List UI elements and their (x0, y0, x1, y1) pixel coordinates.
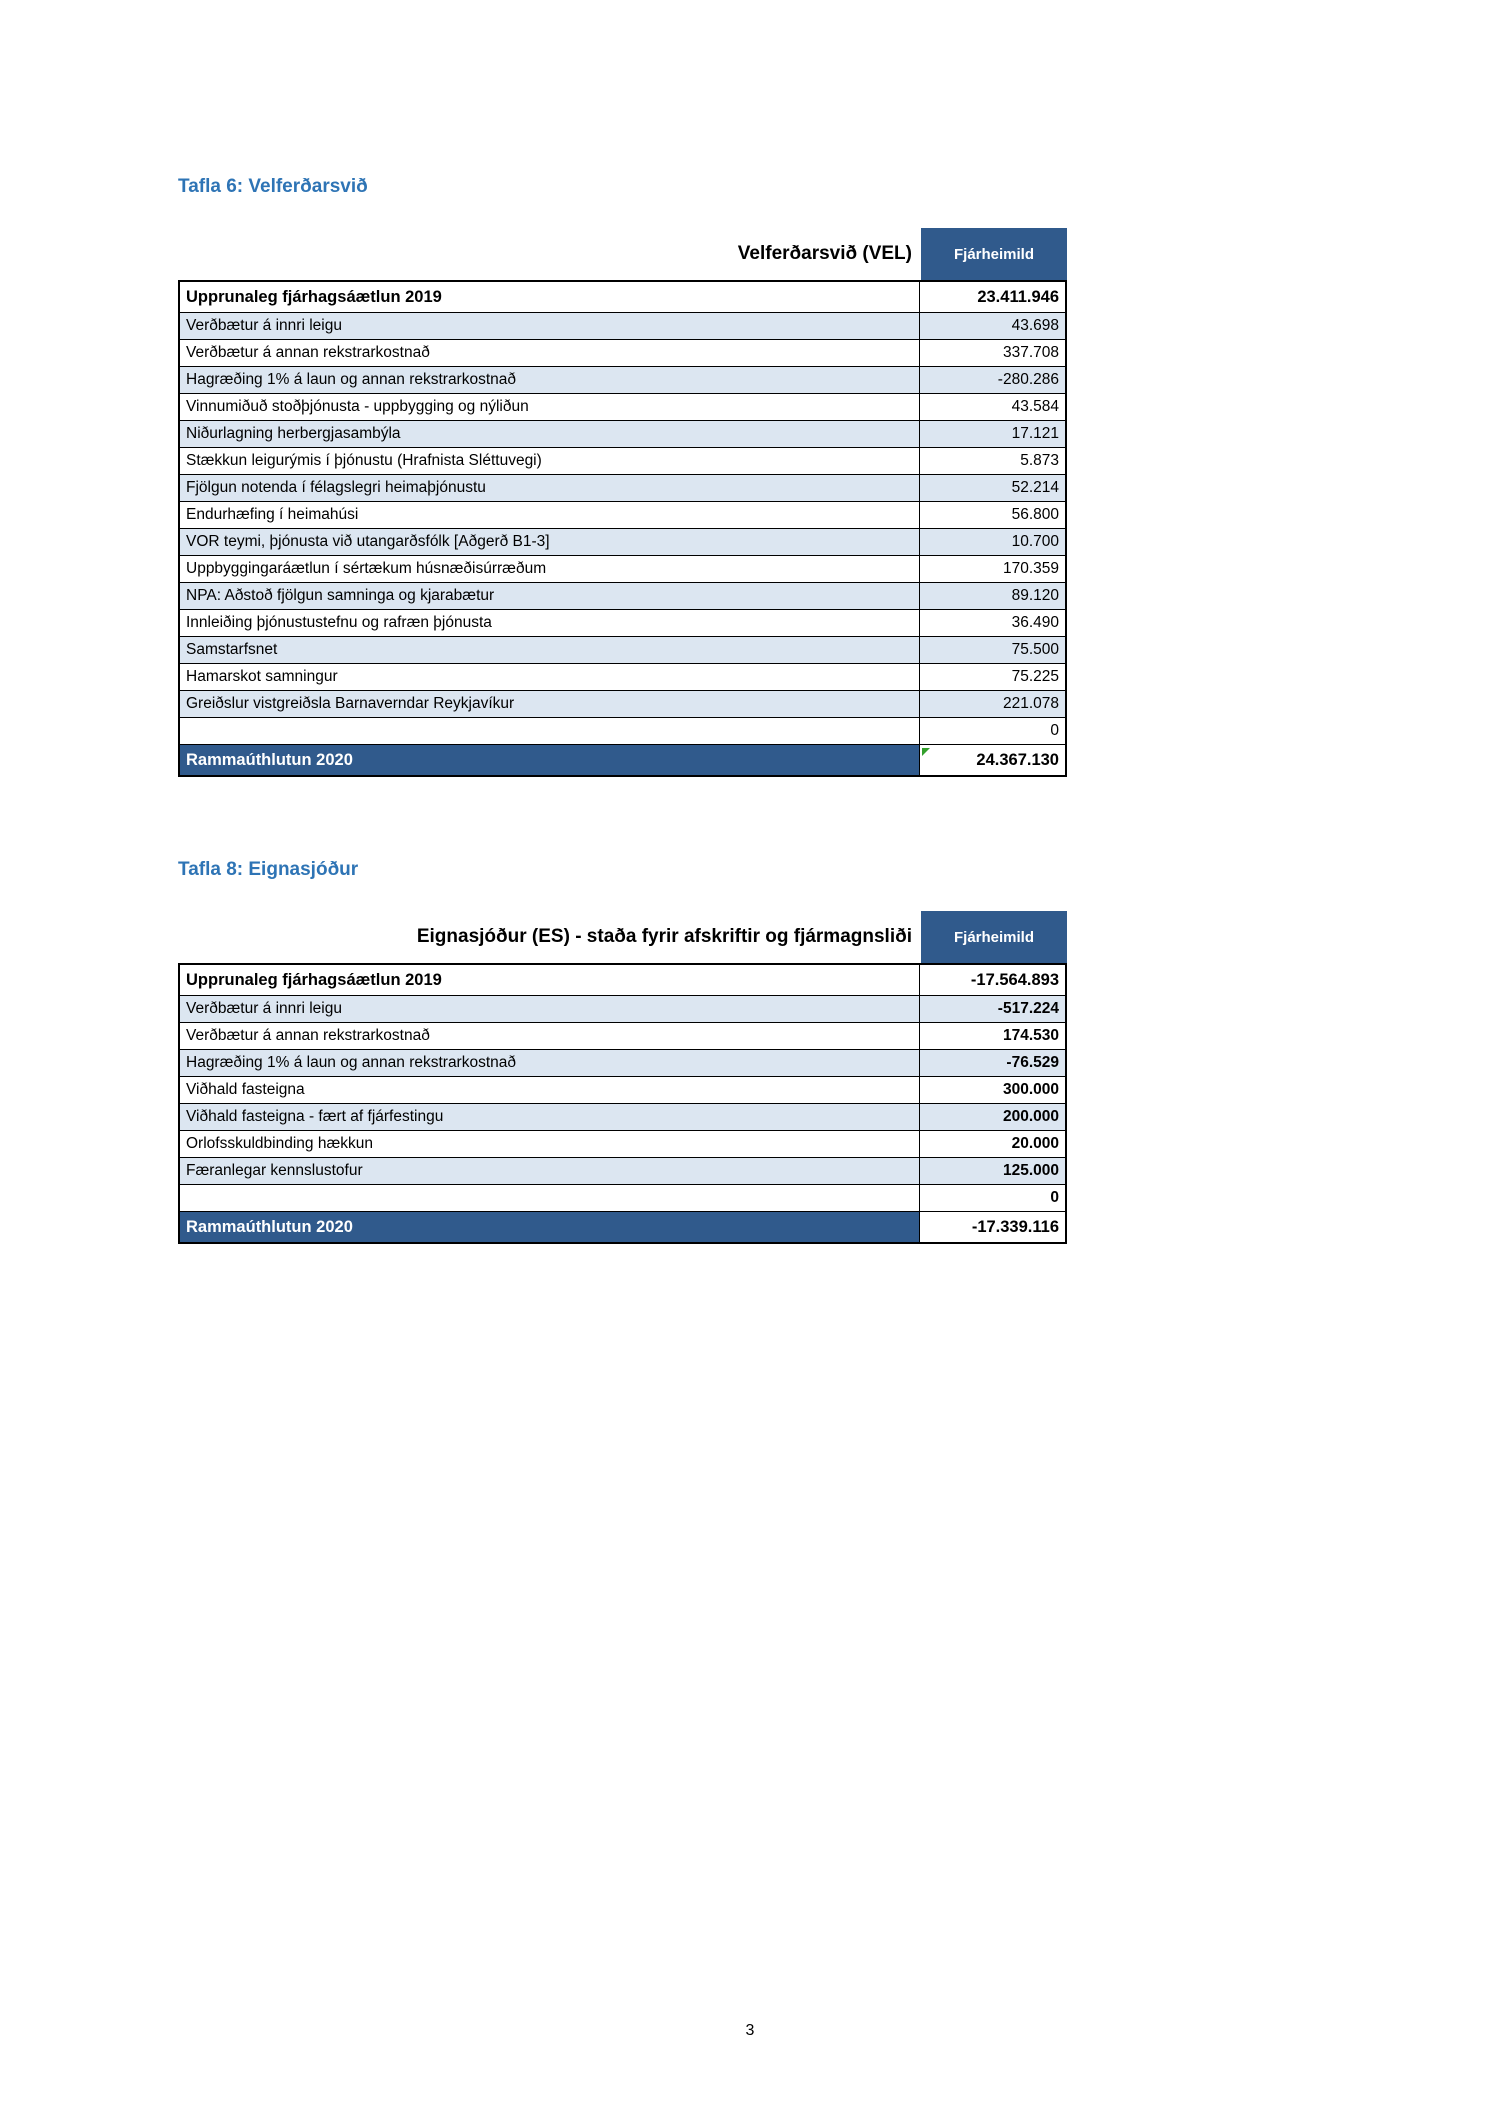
row-label: Samstarfsnet (179, 637, 919, 664)
row-label: Orlofsskuldbinding hækkun (179, 1131, 919, 1158)
row-label: Hamarskot samningur (179, 664, 919, 691)
row-label: Niðurlagning herbergjasambýla (179, 421, 919, 448)
row-value: 125.000 (919, 1158, 1066, 1185)
table-row (179, 394, 1066, 421)
table-row (179, 367, 1066, 394)
row-label: Stækkun leigurýmis í þjónustu (Hrafnista Sléttuvegi) (179, 448, 919, 475)
table-row (179, 475, 1066, 502)
row-value: 5.873 (919, 448, 1066, 475)
table6-heading: Tafla 6: Velferðarsvið (178, 176, 368, 197)
row-value: 0 (919, 1185, 1066, 1212)
row-value: 24.367.130 (919, 745, 1066, 777)
table-row (179, 1023, 1066, 1050)
row-label: Uppbyggingaráætlun í sértækum húsnæðisúrræðum (179, 556, 919, 583)
row-value: -17.564.893 (919, 964, 1066, 996)
table-row (179, 313, 1066, 340)
row-label: Greiðslur vistgreiðsla Barnaverndar Reykjavíkur (179, 691, 919, 718)
row-value: 20.000 (919, 1131, 1066, 1158)
table8-caption: Eignasjóður (ES) - staða fyrir afskriftir og fjármagnsliði (416, 926, 912, 947)
table-row (179, 1050, 1066, 1077)
row-value: 10.700 (919, 529, 1066, 556)
row-label: Viðhald fasteigna (179, 1077, 919, 1104)
row-label (179, 1185, 919, 1212)
table-row (179, 1185, 1066, 1212)
row-value: 75.225 (919, 664, 1066, 691)
table6-header-row (178, 228, 1067, 280)
row-value: 170.359 (919, 556, 1066, 583)
row-value: 43.584 (919, 394, 1066, 421)
table-row (179, 996, 1066, 1023)
row-value: 52.214 (919, 475, 1066, 502)
table-row (179, 583, 1066, 610)
title-row (179, 281, 1066, 313)
row-label: Upprunaleg fjárhagsáætlun 2019 (179, 281, 919, 313)
row-value: -17.339.116 (919, 1212, 1066, 1244)
table-row (179, 637, 1066, 664)
title-row (179, 964, 1066, 996)
table8-header-row (178, 911, 1067, 963)
total-row (179, 745, 1066, 777)
table6-fjarheimild-header: Fjárheimild (921, 228, 1067, 280)
row-label: Rammaúthlutun 2020 (179, 745, 919, 777)
row-value: 200.000 (919, 1104, 1066, 1131)
total-row (179, 1212, 1066, 1244)
table-row (179, 664, 1066, 691)
row-label: Vinnumiðuð stoðþjónusta - uppbygging og nýliðun (179, 394, 919, 421)
row-label: Innleiðing þjónustustefnu og rafræn þjónusta (179, 610, 919, 637)
comment-marker-icon (922, 748, 930, 756)
table-row (179, 448, 1066, 475)
row-label: Upprunaleg fjárhagsáætlun 2019 (179, 964, 919, 996)
row-label (179, 718, 919, 745)
row-label: Verðbætur á innri leigu (179, 996, 919, 1023)
page-content (178, 0, 1067, 1244)
table-row (179, 529, 1066, 556)
table-row (179, 1131, 1066, 1158)
table-row (179, 556, 1066, 583)
row-value: -76.529 (919, 1050, 1066, 1077)
table8-eignasjodur (178, 963, 1067, 1244)
row-value: 89.120 (919, 583, 1066, 610)
table8-heading: Tafla 8: Eignasjóður (178, 859, 359, 880)
table-row (179, 610, 1066, 637)
row-value: 174.530 (919, 1023, 1066, 1050)
page-number: 3 (745, 2022, 755, 2039)
row-label: Færanlegar kennslustofur (179, 1158, 919, 1185)
table-row (179, 1158, 1066, 1185)
row-label: Fjölgun notenda í félagslegri heimaþjónustu (179, 475, 919, 502)
row-label: Verðbætur á annan rekstrarkostnað (179, 1023, 919, 1050)
row-value: 23.411.946 (919, 281, 1066, 313)
table6-caption: Velferðarsvið (VEL) (737, 243, 912, 264)
row-label: VOR teymi, þjónusta við utangarðsfólk [Aðgerð B1-3] (179, 529, 919, 556)
row-value: 75.500 (919, 637, 1066, 664)
row-value: 17.121 (919, 421, 1066, 448)
row-value: 43.698 (919, 313, 1066, 340)
row-value: 221.078 (919, 691, 1066, 718)
row-value: 56.800 (919, 502, 1066, 529)
row-label: NPA: Aðstoð fjölgun samninga og kjarabætur (179, 583, 919, 610)
row-label: Endurhæfing í heimahúsi (179, 502, 919, 529)
table-row (179, 691, 1066, 718)
table-row (179, 1077, 1066, 1104)
row-value: 337.708 (919, 340, 1066, 367)
row-value: 300.000 (919, 1077, 1066, 1104)
table-row (179, 421, 1066, 448)
row-value: 0 (919, 718, 1066, 745)
row-label: Hagræðing 1% á laun og annan rekstrarkostnað (179, 1050, 919, 1077)
row-label: Rammaúthlutun 2020 (179, 1212, 919, 1244)
row-label: Verðbætur á annan rekstrarkostnað (179, 340, 919, 367)
row-label: Hagræðing 1% á laun og annan rekstrarkostnað (179, 367, 919, 394)
row-label: Viðhald fasteigna - fært af fjárfestingu (179, 1104, 919, 1131)
table8-fjarheimild-header: Fjárheimild (921, 911, 1067, 963)
row-value: -517.224 (919, 996, 1066, 1023)
row-label: Verðbætur á innri leigu (179, 313, 919, 340)
row-value: 36.490 (919, 610, 1066, 637)
table-row (179, 718, 1066, 745)
table6-velferdarsvid (178, 280, 1067, 777)
table-row (179, 502, 1066, 529)
row-value: -280.286 (919, 367, 1066, 394)
table-row (179, 1104, 1066, 1131)
table-row (179, 340, 1066, 367)
